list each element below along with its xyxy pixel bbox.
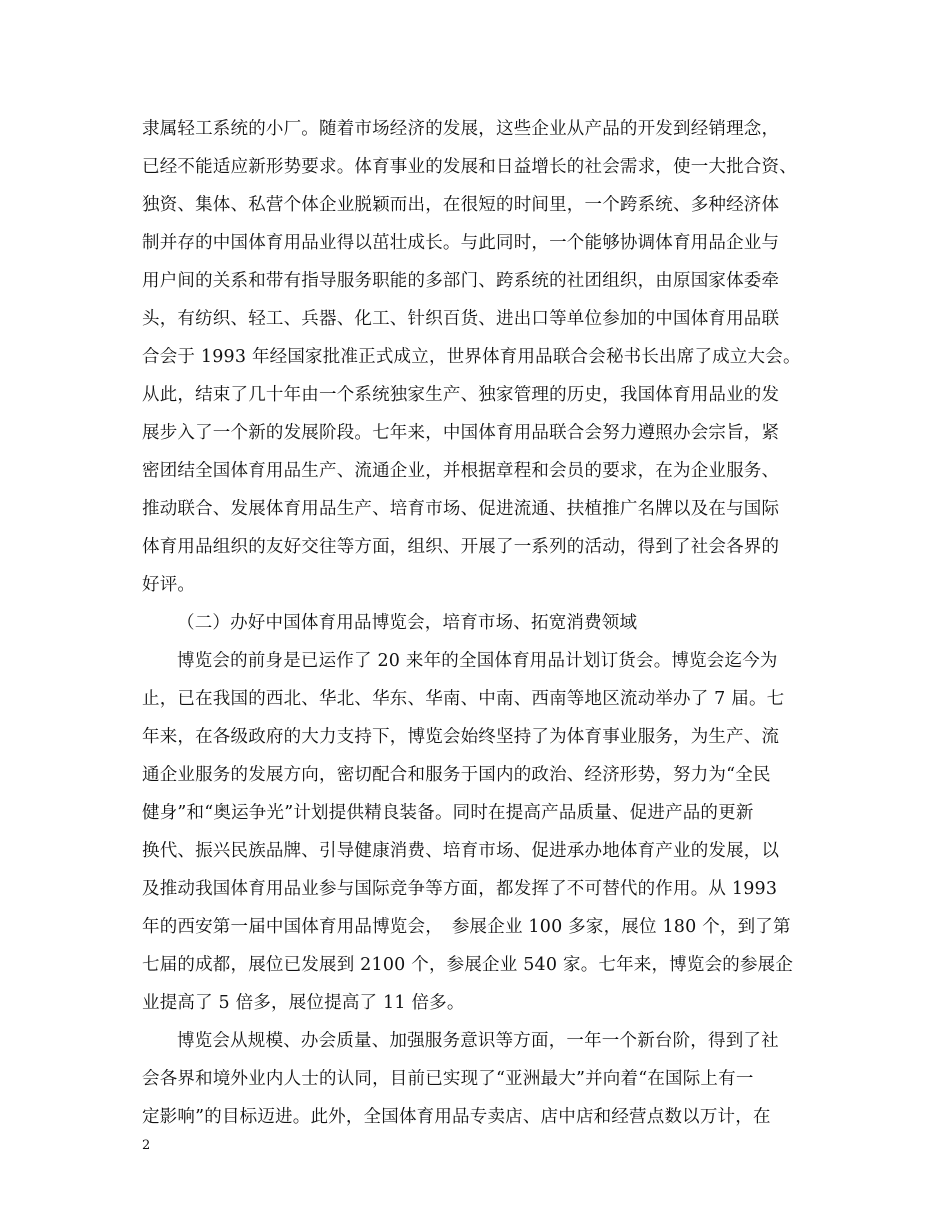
text-line: 从此，结束了几十年由一个系统独家生产、独家管理的历史，我国体育用品业的发 <box>142 385 780 405</box>
text-line: 展步入了一个新的发展阶段。七年来，中国体育用品联合会努力遵照办会宗旨，紧 <box>142 423 780 443</box>
page-number: 2 <box>142 1138 151 1153</box>
text-line: 博览会从规模、办会质量、加强服务意识等方面，一年一个新台阶，得到了社 <box>177 1031 779 1051</box>
text-line: 七届的成都，展位已发展到 2100 个，参展企业 540 家。七年来，博览会的参展企 <box>142 955 794 975</box>
text-line: 合会于 1993 年经国家批准正式成立，世界体育用品联合会秘书长出席了成立大会。 <box>142 347 801 367</box>
text-line: 头，有纺织、轻工、兵器、化工、针织百货、进出口等单位参加的中国体育用品联 <box>142 309 780 329</box>
text-line: 止，已在我国的西北、华北、华东、华南、中南、西南等地区流动举办了 7 届。七 <box>142 689 785 709</box>
text-line: 隶属轻工系统的小厂。随着市场经济的发展，这些企业从产品的开发到经销理念， <box>142 119 780 139</box>
text-line: 年来，在各级政府的大力支持下，博览会始终坚持了为体育事业服务，为生产、流 <box>142 727 780 747</box>
text-line: 好评。 <box>142 575 196 595</box>
text-line: 定影响”的目标迈进。此外，全国体育用品专卖店、店中店和经营点数以万计，在 <box>142 1107 771 1127</box>
text-line: 健身”和“奥运争光”计划提供精良装备。同时在提高产品质量、促进产品的更新 <box>142 803 754 823</box>
text-line: 已经不能适应新形势要求。体育事业的发展和日益增长的社会需求，使一大批合资、 <box>142 157 797 177</box>
text-line: 业提高了 5 倍多，展位提高了 11 倍多。 <box>142 993 465 1013</box>
text-line: 年的西安第一届中国体育用品博览会， 参展企业 100 多家，展位 180 个，到了第 <box>142 917 791 937</box>
text-line: 博览会的前身是已运作了 20 来年的全国体育用品计划订货会。博览会迄今为 <box>177 651 778 671</box>
text-line: 推动联合、发展体育用品生产、培育市场、促进流通、扶植推广名牌以及在与国际 <box>142 499 780 519</box>
section-heading: （二）办好中国体育用品博览会，培育市场、拓宽消费领域 <box>177 613 638 633</box>
text-line: 通企业服务的发展方向，密切配合和服务于国内的政治、经济形势，努力为“全民 <box>142 765 771 785</box>
text-line: 用户间的关系和带有指导服务职能的多部门、跨系统的社团组织，由原国家体委牵 <box>142 271 780 291</box>
text-line: 会各界和境外业内人士的认同，目前已实现了“亚洲最大”并向着“在国际上有一 <box>142 1069 754 1089</box>
text-line: 独资、集体、私营个体企业脱颖而出，在很短的时间里，一个跨系统、多种经济体 <box>142 195 780 215</box>
text-line: 制并存的中国体育用品业得以茁壮成长。与此同时，一个能够协调体育用品企业与 <box>142 233 780 253</box>
text-line: 体育用品组织的友好交往等方面，组织、开展了一系列的活动，得到了社会各界的 <box>142 537 780 557</box>
text-line: 密团结全国体育用品生产、流通企业，并根据章程和会员的要求，在为企业服务、 <box>142 461 780 481</box>
text-line: 换代、振兴民族品牌、引导健康消费、培育市场、促进承办地体育产业的发展，以 <box>142 841 780 861</box>
text-line: 及推动我国体育用品业参与国际竞争等方面，都发挥了不可替代的作用。从 1993 <box>142 879 778 899</box>
